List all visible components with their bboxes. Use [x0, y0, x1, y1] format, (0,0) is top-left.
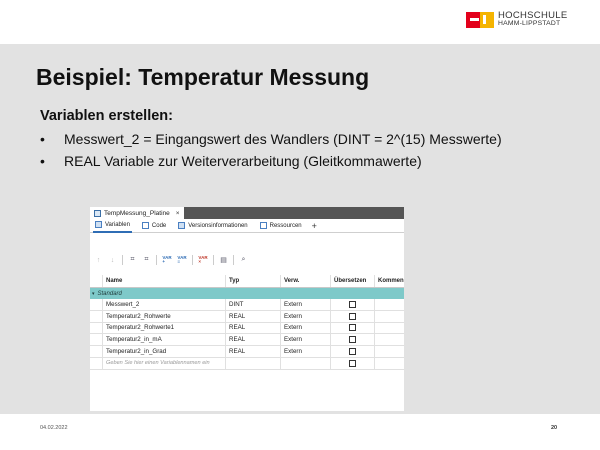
variables-icon: [95, 221, 102, 228]
bullet-item: • Messwert_2 = Eingangswert des Wandlers (DINT = 2^(15) Messwerte): [40, 128, 502, 150]
arrow-up-icon[interactable]: ↑: [96, 256, 101, 264]
version-info-icon: [178, 222, 185, 229]
logo-mark-icon: [466, 12, 494, 28]
code-icon: [142, 222, 149, 229]
page-number: 20: [551, 425, 558, 431]
group-label: Standard: [97, 290, 122, 297]
slide-title: Beispiel: Temperatur Messung: [36, 64, 370, 90]
variable-type[interactable]: REAL: [226, 346, 281, 357]
add-tab-icon[interactable]: +: [311, 220, 317, 231]
delete-variable-icon[interactable]: VAR ×: [198, 255, 208, 264]
variable-comment[interactable]: [375, 311, 404, 322]
variable-comment[interactable]: [375, 323, 404, 334]
translate-checkbox[interactable]: [349, 348, 356, 355]
arrow-down-icon[interactable]: ↓: [110, 256, 115, 264]
add-variable-icon[interactable]: VAR +: [162, 255, 172, 264]
table-view-icon[interactable]: ▤: [220, 257, 227, 264]
table-row[interactable]: [90, 334, 404, 346]
insert-variable-icon[interactable]: VAR ≡: [177, 255, 187, 264]
variable-usage[interactable]: Extern: [281, 311, 331, 322]
close-icon[interactable]: ×: [175, 209, 180, 217]
column-header-name[interactable]: Name: [103, 275, 226, 287]
variable-name[interactable]: Messwert_2: [103, 299, 226, 310]
logo-line-1: HOCHSCHULE: [498, 10, 568, 21]
variable-usage[interactable]: Extern: [281, 299, 331, 310]
editor-toolbar: [90, 253, 404, 267]
slide-subheading: Variablen erstellen:: [40, 108, 173, 124]
bullet-text: REAL Variable zur Weiterverarbeitung (Gleitkommawerte): [64, 153, 422, 169]
document-icon: [94, 210, 101, 217]
group-row-standard[interactable]: [90, 288, 404, 299]
variable-name[interactable]: Temperatur2_Rohwerte1: [103, 323, 226, 334]
variable-usage[interactable]: Extern: [281, 346, 331, 357]
editor-tabbar: [90, 207, 404, 219]
variable-usage[interactable]: Extern: [281, 334, 331, 345]
editor-tab-label: TempMessung_Platine: [104, 209, 170, 217]
table-row[interactable]: [90, 346, 404, 358]
editor-tab[interactable]: [90, 207, 184, 219]
tab-ressourcen[interactable]: Ressourcen: [258, 219, 304, 233]
column-header-comment[interactable]: Kommen: [378, 278, 404, 284]
translate-checkbox[interactable]: [349, 360, 356, 367]
variable-name[interactable]: Temperatur2_Rohwerte: [103, 311, 226, 322]
footer-date: 04.02.2022: [40, 425, 68, 431]
table-row[interactable]: [90, 311, 404, 323]
variable-name[interactable]: Temperatur2_in_Grad: [103, 346, 226, 357]
new-variable-row[interactable]: [90, 358, 404, 370]
table-row[interactable]: [90, 299, 404, 311]
variable-editor-screenshot: [90, 207, 404, 411]
collapse-caret-icon[interactable]: ▾: [92, 290, 95, 297]
variable-comment[interactable]: [375, 334, 404, 345]
logo-line-2: HAMM-LIPPSTADT: [498, 20, 561, 27]
resources-icon: [260, 222, 267, 229]
new-variable-placeholder[interactable]: Geben Sie hier einen Variablennamen ein: [106, 360, 210, 367]
row-header-cell: [90, 275, 103, 287]
collapse-icon[interactable]: ⌗: [130, 256, 135, 263]
variable-usage[interactable]: Extern: [281, 323, 331, 334]
column-header-usage[interactable]: Verw.: [281, 275, 331, 287]
variable-comment[interactable]: [375, 299, 404, 310]
table-header: [90, 275, 404, 288]
column-header-translate[interactable]: Übersetzen: [331, 275, 375, 287]
logo-text: [498, 12, 568, 28]
bullet-text: Messwert_2 = Eingangswert des Wandlers (DINT = 2^(15) Messwerte): [64, 131, 502, 147]
university-logo: [466, 12, 568, 28]
bullet-list: [40, 128, 502, 172]
variable-comment[interactable]: [375, 346, 404, 357]
bullet-item: • REAL Variable zur Weiterverarbeitung (Gleitkommawerte): [40, 150, 502, 172]
tab-code[interactable]: Code: [140, 219, 168, 233]
search-icon[interactable]: ⌕: [241, 256, 246, 263]
translate-checkbox[interactable]: [349, 324, 356, 331]
tab-variablen[interactable]: Variablen: [93, 219, 132, 233]
variable-type[interactable]: REAL: [226, 323, 281, 334]
variable-table: [90, 275, 404, 370]
column-header-type[interactable]: Typ: [226, 275, 281, 287]
table-row[interactable]: [90, 323, 404, 335]
variable-type[interactable]: DINT: [226, 299, 281, 310]
translate-checkbox[interactable]: [349, 301, 356, 308]
editor-subtabs: [90, 219, 404, 233]
translate-checkbox[interactable]: [349, 313, 356, 320]
tab-versionsinformationen[interactable]: Versionsinformationen: [176, 219, 249, 233]
expand-icon[interactable]: ⌗: [144, 256, 149, 263]
variable-type[interactable]: REAL: [226, 311, 281, 322]
variable-type[interactable]: REAL: [226, 334, 281, 345]
translate-checkbox[interactable]: [349, 336, 356, 343]
variable-name[interactable]: Temperatur2_in_mA: [103, 334, 226, 345]
